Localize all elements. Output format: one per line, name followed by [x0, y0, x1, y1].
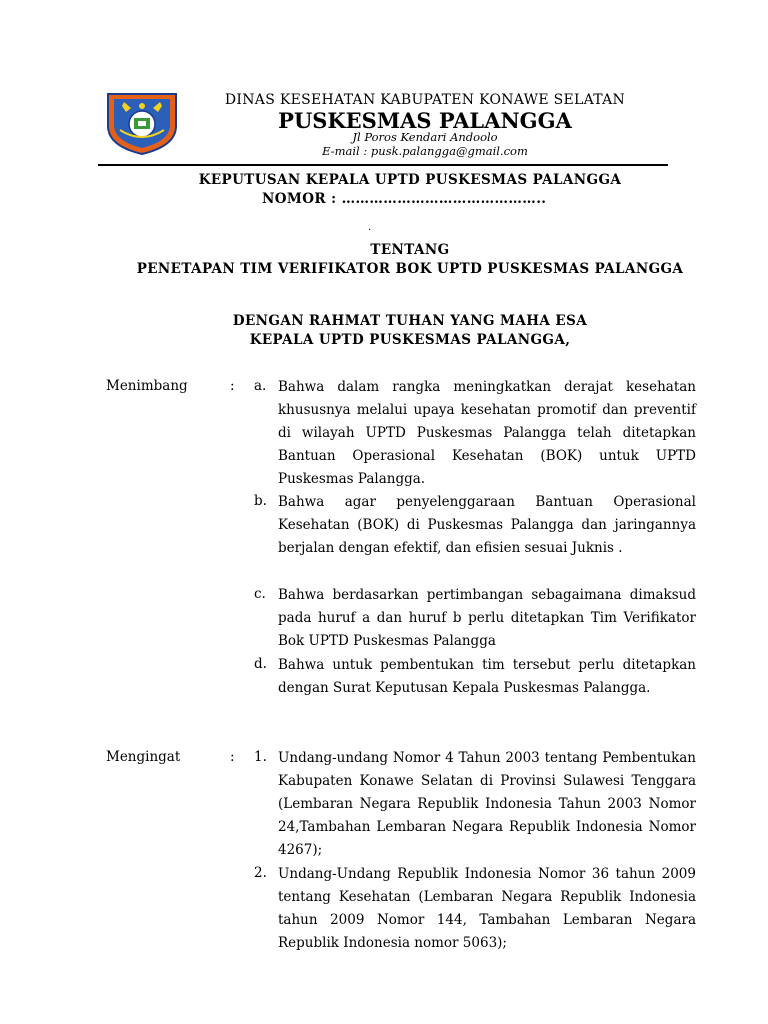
authority: KEPALA UPTD PUSKESMAS PALANGGA, — [249, 332, 571, 348]
about-label: TENTANG — [370, 242, 450, 258]
menimbang-marker: a. — [254, 378, 267, 394]
address: Jl Poros Kendari Andoolo — [352, 130, 498, 144]
menimbang-colon: : — [230, 378, 235, 394]
mengingat-marker: 2. — [254, 865, 267, 881]
regency-emblem-icon — [104, 90, 180, 156]
letterhead-rule — [98, 164, 668, 166]
mengingat-label: Mengingat — [106, 749, 181, 765]
menimbang-marker: b. — [254, 493, 267, 509]
stray-dot: . — [368, 222, 372, 233]
institution-name: PUSKESMAS PALANGGA — [278, 108, 572, 133]
invocation: DENGAN RAHMAT TUHAN YANG MAHA ESA — [232, 313, 588, 329]
mengingat-colon: : — [230, 749, 235, 765]
menimbang-item: Bahwa dalam rangka meningkatkan derajat kesehatan khususnya melalui upaya kesehatan promotif dan preventif di wilayah UPTD Puskesmas Palangga telah ditetapkan Bantuan Operasional Kesehatan (BOK) untuk UPTD Puskesmas Palangga. — [278, 379, 696, 487]
menimbang-marker: d. — [254, 656, 267, 672]
decree-title: KEPUTUSAN KEPALA UPTD PUSKESMAS PALANGGA — [198, 172, 622, 188]
mengingat-item: Undang-Undang Republik Indonesia Nomor 36 tahun 2009 tentang Kesehatan (Lembaran Negara Republik Indonesia tahun 2009 Nomor 144, Tambahan Lembaran Negara Republik Indonesia nomor 5063); — [278, 866, 696, 951]
menimbang-label: Menimbang — [106, 378, 188, 394]
decree-number: NOMOR : …………………………………….. — [262, 191, 547, 207]
menimbang-item: Bahwa untuk pembentukan tim tersebut perlu ditetapkan dengan Surat Keputusan Kepala Puskesmas Palangga. — [278, 657, 696, 696]
menimbang-item: Bahwa agar penyelenggaraan Bantuan Operasional Kesehatan (BOK) di Puskesmas Palangga dan jaringannya berjalan dengan efektif, dan efisien sesuai Juknis . — [278, 494, 696, 556]
agency-name: DINAS KESEHATAN KABUPATEN KONAWE SELATAN — [224, 92, 626, 108]
menimbang-marker: c. — [254, 586, 266, 602]
menimbang-item: Bahwa berdasarkan pertimbangan sebagaimana dimaksud pada huruf a dan huruf b perlu ditetapkan Tim Verifikator Bok UPTD Puskesmas Palangga — [278, 587, 696, 649]
decree-subject: PENETAPAN TIM VERIFIKATOR BOK UPTD PUSKESMAS PALANGGA — [136, 261, 684, 277]
email: E-mail : pusk.palangga@gmail.com — [322, 144, 528, 158]
mengingat-item: Undang-undang Nomor 4 Tahun 2003 tentang Pembentukan Kabupaten Konawe Selatan di Provinsi Sulawesi Tenggara (Lembaran Negara Republik Indonesia Tahun 2003 Nomor 24,Tambahan Lembaran Negara Republik Indonesia Nomor 4267); — [278, 750, 696, 858]
mengingat-marker: 1. — [254, 749, 267, 765]
